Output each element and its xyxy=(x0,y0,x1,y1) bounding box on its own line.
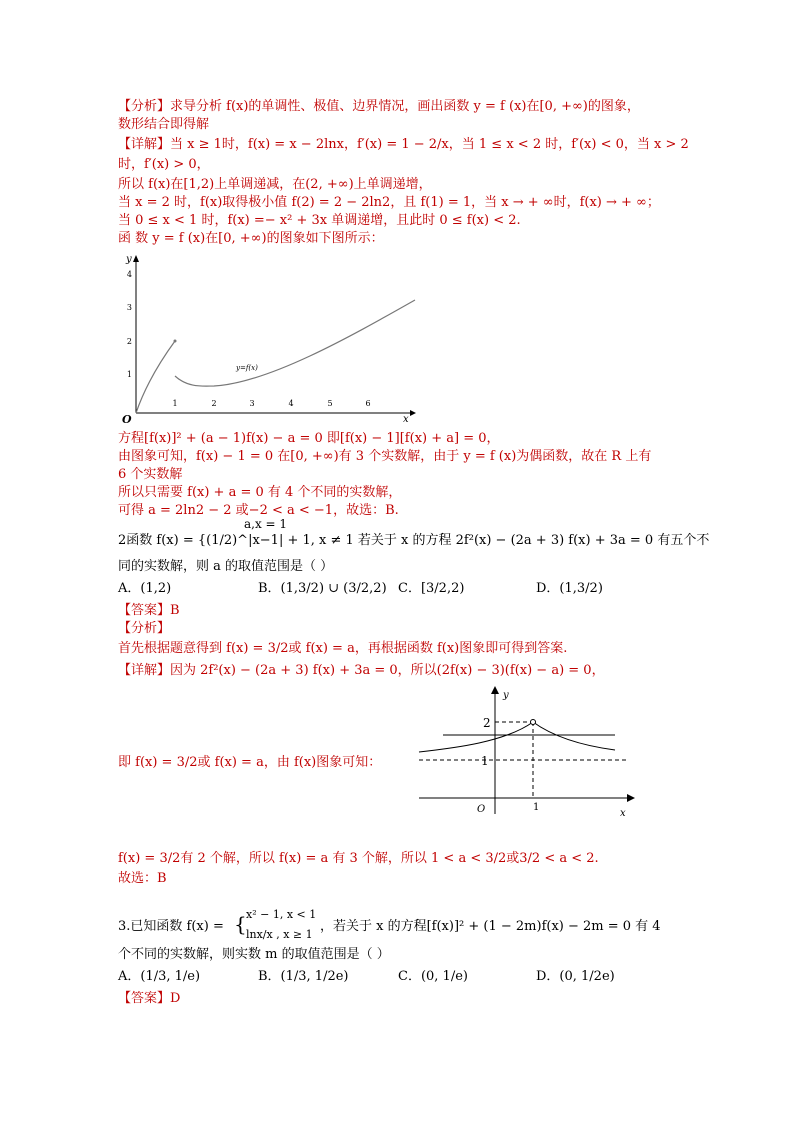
q3-answer: 【答案】D xyxy=(118,991,181,1006)
label-1: 1 xyxy=(481,754,489,768)
y-tick-4: 4 xyxy=(126,270,132,279)
q3-option-b: B．(1/3, 1/2e) xyxy=(258,969,349,984)
q2-piece-top: a,x = 1 xyxy=(244,517,288,531)
q2-detail: 【详解】因为 2f²(x) − (2a + 3) f(x) + 3a = 0，所以(2f(x) − 3)(f(x) − a) = 0， xyxy=(118,663,605,678)
text-line-6: 函 数 y = f (x)在[0, +∞)的图象如下图所示： xyxy=(118,231,384,246)
q2-analysis-tag: 【分析】 xyxy=(118,621,171,636)
q2-stem-2: 同的实数解，则 a 的取值范围是（ ） xyxy=(118,559,334,574)
x-axis-label-2: x xyxy=(620,808,626,819)
x-tick-1: 1 xyxy=(172,399,178,408)
y-tick-3: 3 xyxy=(126,303,132,312)
q2-detail-3: f(x) = 3/2有 2 个解，所以 f(x) = a 有 3 个解，所以 1 < a < 3/2或3/2 < a < 2. xyxy=(118,851,599,866)
q2-detail-2: 即 f(x) = 3/2或 f(x) = a，由 f(x)图象可知： xyxy=(118,755,382,770)
text-line-8: 由图象可知，f(x) − 1 = 0 在[0, +∞)有 3 个实数解，由于 y = f (x)为偶函数，故在 R 上有 xyxy=(118,449,652,464)
q3-stem-2: 个不同的实数解，则实数 m 的取值范围是（ ） xyxy=(118,947,390,962)
detail-line-1: 【详解】当 x ≥ 1时，f(x) = x − 2lnx，f′(x) = 1 − 2/x，当 1 ≤ x < 2 时，f′(x) < 0，当 x > 2 xyxy=(118,137,689,152)
text-line-5: 当 0 ≤ x < 1 时，f(x) =− x² + 3x 单调递增，且此时 0 ≤ f(x) < 2. xyxy=(118,213,521,228)
q3-option-a: A．(1/3, 1/e) xyxy=(118,969,201,984)
analysis-line: 【分析】求导分析 f(x)的单调性、极值、边界情况，画出函数 y = f (x)在[0, +∞)的图象， xyxy=(118,99,640,114)
text-line-10: 所以只需要 f(x) + a = 0 有 4 个不同的实数解， xyxy=(118,485,402,500)
function-graph-1 xyxy=(118,248,418,426)
text-line-11: 可得 a = 2ln2 − 2 或−2 < a < −1，故选：B. xyxy=(118,503,399,518)
x-tick-5: 5 xyxy=(327,399,333,408)
q3-piece-1: x² − 1, x < 1 xyxy=(246,908,317,921)
text-line-7: 方程[f(x)]² + (a − 1)f(x) − a = 0 即[f(x) − 1][f(x) + a] = 0， xyxy=(118,431,500,446)
q3-stem-pre: 3.已知函数 f(x) = xyxy=(118,919,224,934)
q2-option-d: D．(1,3/2) xyxy=(536,581,603,596)
y-tick-1: 1 xyxy=(126,370,132,379)
q2-option-a: A．(1,2) xyxy=(118,581,172,596)
analysis-line-2: 数形结合即得解 xyxy=(118,117,210,132)
origin-label: O xyxy=(122,413,132,426)
label-2: 2 xyxy=(483,716,491,730)
q3-option-c: C．(0, 1/e) xyxy=(398,969,468,984)
x-tick-4: 4 xyxy=(288,399,294,408)
text-line-9: 6 个实数解 xyxy=(118,467,183,482)
q2-answer: 【答案】B xyxy=(118,603,180,618)
origin-label-2: O xyxy=(477,804,486,815)
text-line-3: 所以 f(x)在[1,2)上单调递减，在(2, +∞)上单调递增， xyxy=(118,177,432,192)
y-tick-2: 2 xyxy=(126,337,132,346)
curve-left xyxy=(136,341,178,413)
q3-piece-2: lnx/x , x ≥ 1 xyxy=(246,928,313,941)
curve-right xyxy=(175,300,415,386)
y-axis-label-2: y xyxy=(503,690,509,701)
q3-brace: { xyxy=(234,912,247,936)
label-x1: 1 xyxy=(533,802,540,813)
q2-stem-1: 2函数 f(x) = {(1/2)^|x−1| + 1, x ≠ 1 若关于 x 的方程 2f²(x) − (2a + 3) f(x) + 3a = 0 有五个不 xyxy=(118,533,710,548)
q2-option-c: C．[3/2,2) xyxy=(398,581,465,596)
q2-option-b: B．(1,3/2) ∪ (3/2,2) xyxy=(258,581,387,596)
detail-line-2: 时，f′(x) > 0， xyxy=(118,157,210,172)
x-axis-label: x xyxy=(403,414,409,425)
q3-option-d: D．(0, 1/2e) xyxy=(536,969,615,984)
function-graph-2 xyxy=(415,686,645,820)
q2-choose: 故选：B xyxy=(118,871,167,886)
q2-analysis: 首先根据题意得到 f(x) = 3/2或 f(x) = a，再根据函数 f(x)图象即可得到答案. xyxy=(118,641,568,656)
y-axis-label: y xyxy=(126,254,132,265)
x-tick-2: 2 xyxy=(211,399,217,408)
text-line-4: 当 x = 2 时，f(x)取得极小值 f(2) = 2 − 2ln2，且 f(1) = 1，当 x → + ∞时，f(x) → + ∞； xyxy=(118,195,660,210)
x-tick-3: 3 xyxy=(249,399,255,408)
x-tick-6: 6 xyxy=(365,399,371,408)
q3-stem-post: ，若关于 x 的方程[f(x)]² + (1 − 2m)f(x) − 2m = 0 有 4 xyxy=(320,919,661,934)
curve-label: y=f(x) xyxy=(236,364,258,372)
